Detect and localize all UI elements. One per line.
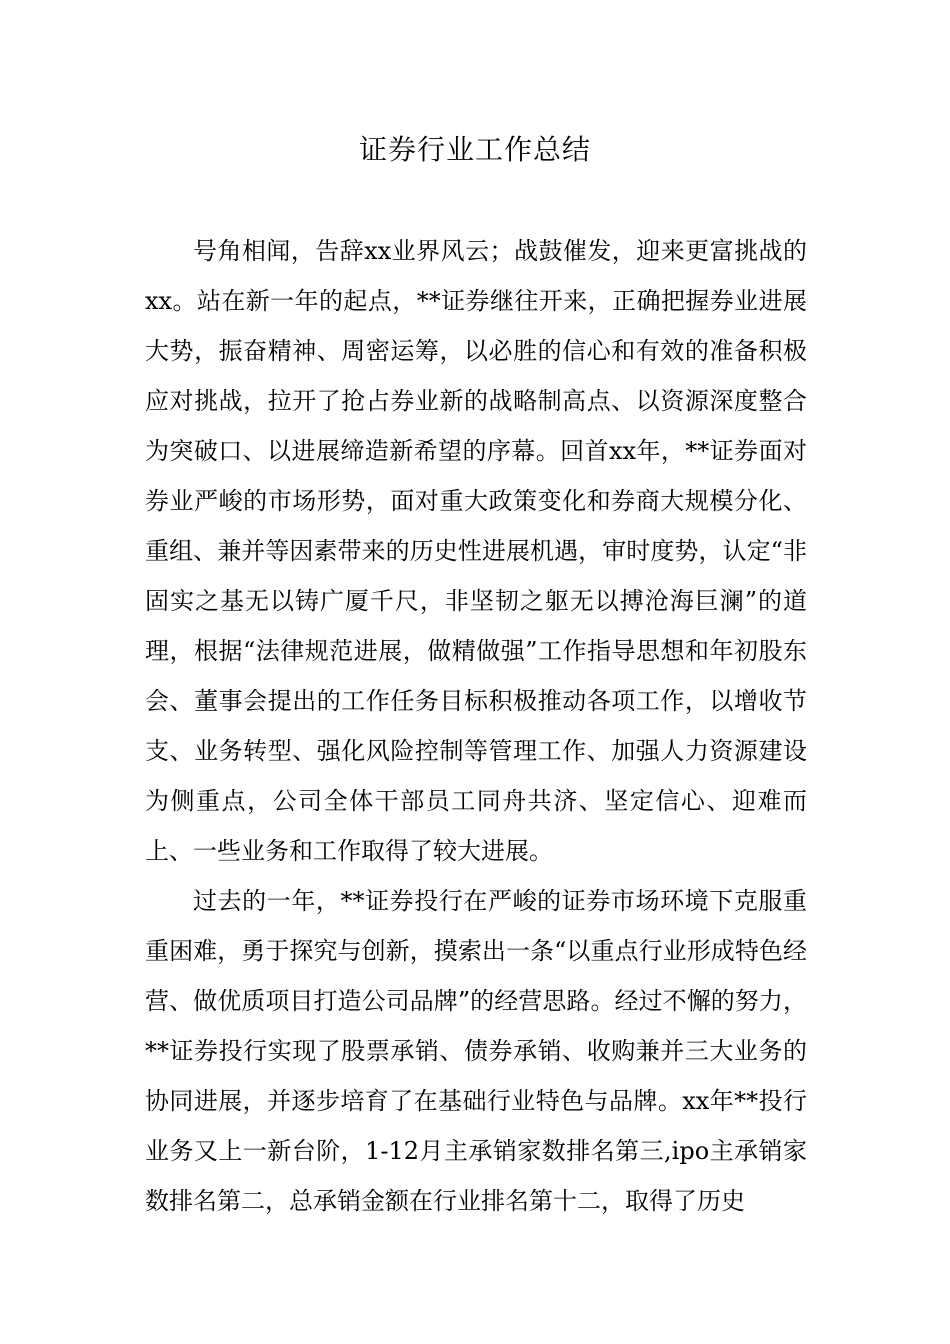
paragraph-2: 过去的一年，**证券投行在严峻的证券市场环境下克服重重困难，勇于探究与创新，摸索出一条“以重点行业形成特色经营、做优质项目打造公司品牌”的经营思路。经过不懈的努力，**证券投行实现了股票承销、债券承销、收购兼并三大业务的协同进展，并逐步培育了在基础行业特色与品牌。xx年**投行业务又上一新台阶，1-12月主承销家数排名第三,ipo主承销家数排名第二，总承销金额在行业排名第十二，取得了历史 [145, 887, 807, 1215]
paragraph-1: 号角相闻，告辞xx业界风云；战鼓催发，迎来更富挑战的xx。站在新一年的起点，**证券继往开来，正确把握券业进展大势，振奋精神、周密运筹，以必胜的信心和有效的准备积极应对挑战，拉开了抢占券业新的战略制高点、以资源深度整合为突破口、以进展缔造新希望的序幕。回首xx年，**证券面对券业严峻的市场形势，面对重大政策变化和券商大规模分化、重组、兼并等因素带来的历史性进展机遇，审时度势，认定“非固实之基无以铸广厦千尺，非坚韧之躯无以搏沧海巨澜”的道理，根据“法律规范进展，做精做强”工作指导思想和年初股东会、董事会提出的工作任务目标积极推动各项工作，以增收节支、业务转型、强化风险控制等管理工作、加强人力资源建设为侧重点，公司全体干部员工同舟共济、坚定信心、迎难而上、一些业务和工作取得了较大进展。 [145, 237, 807, 865]
document-title: 证券行业工作总结 [358, 133, 591, 166]
document-body [145, 226, 807, 1226]
